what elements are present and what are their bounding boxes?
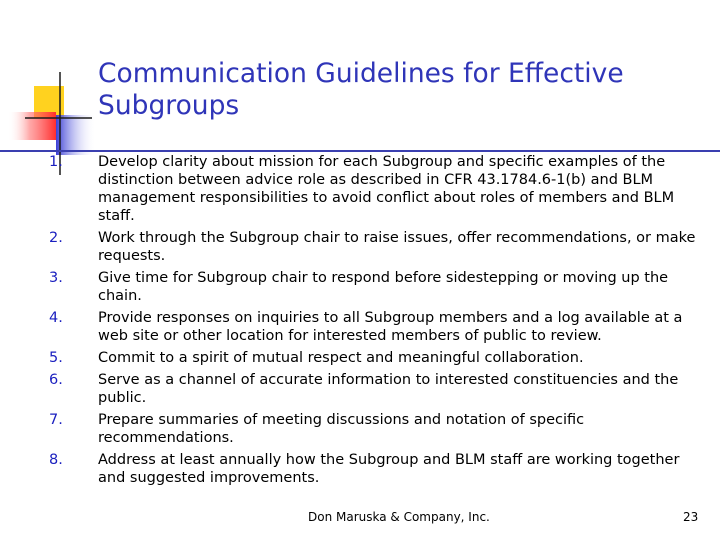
item-text: Commit to a spirit of mutual respect and meaningful collaboration.	[98, 350, 584, 366]
item-number: 7.	[49, 412, 63, 428]
item-number: 6.	[49, 372, 63, 388]
list-item	[0, 269, 720, 305]
list-item	[0, 411, 720, 447]
item-text: Serve as a channel of accurate information to interested constituencies and the public.	[98, 372, 679, 406]
item-text: Develop clarity about mission for each Subgroup and specific examples of the distinction between advice role as described in CFR 43.1784.6-1(b) and BLM management responsibilities to avoid conflict about roles of members and BLM staff.	[98, 154, 675, 224]
list-item	[0, 229, 720, 265]
list-item	[0, 371, 720, 407]
guidelines-list	[0, 153, 720, 491]
page-number: 23	[683, 510, 699, 524]
item-text: Work through the Subgroup chair to raise issues, offer recommendations, or make requests.	[98, 230, 696, 264]
slide-title: Communication Guidelines for Effective Subgroups	[98, 58, 624, 121]
footer-organization: Don Maruska & Company, Inc.	[308, 510, 490, 524]
list-item	[0, 309, 720, 345]
item-number: 3.	[49, 270, 63, 286]
item-text: Provide responses on inquiries to all Subgroup members and a log available at a web site or other location for interested members of public to review.	[98, 310, 683, 344]
item-number: 1.	[49, 154, 63, 170]
item-number: 5.	[49, 350, 63, 366]
item-text: Prepare summaries of meeting discussions and notation of specific recommendations.	[98, 412, 585, 446]
item-number: 8.	[49, 452, 63, 468]
item-number: 4.	[49, 310, 63, 326]
corner-decoration-graphic	[0, 0, 110, 175]
title-divider	[0, 150, 720, 152]
item-text: Give time for Subgroup chair to respond before sidestepping or moving up the chain.	[98, 270, 669, 304]
item-number: 2.	[49, 230, 63, 246]
list-item	[0, 349, 720, 367]
list-item	[0, 153, 720, 225]
item-text: Address at least annually how the Subgroup and BLM staff are working together and suggested improvements.	[98, 452, 680, 486]
list-item	[0, 451, 720, 487]
